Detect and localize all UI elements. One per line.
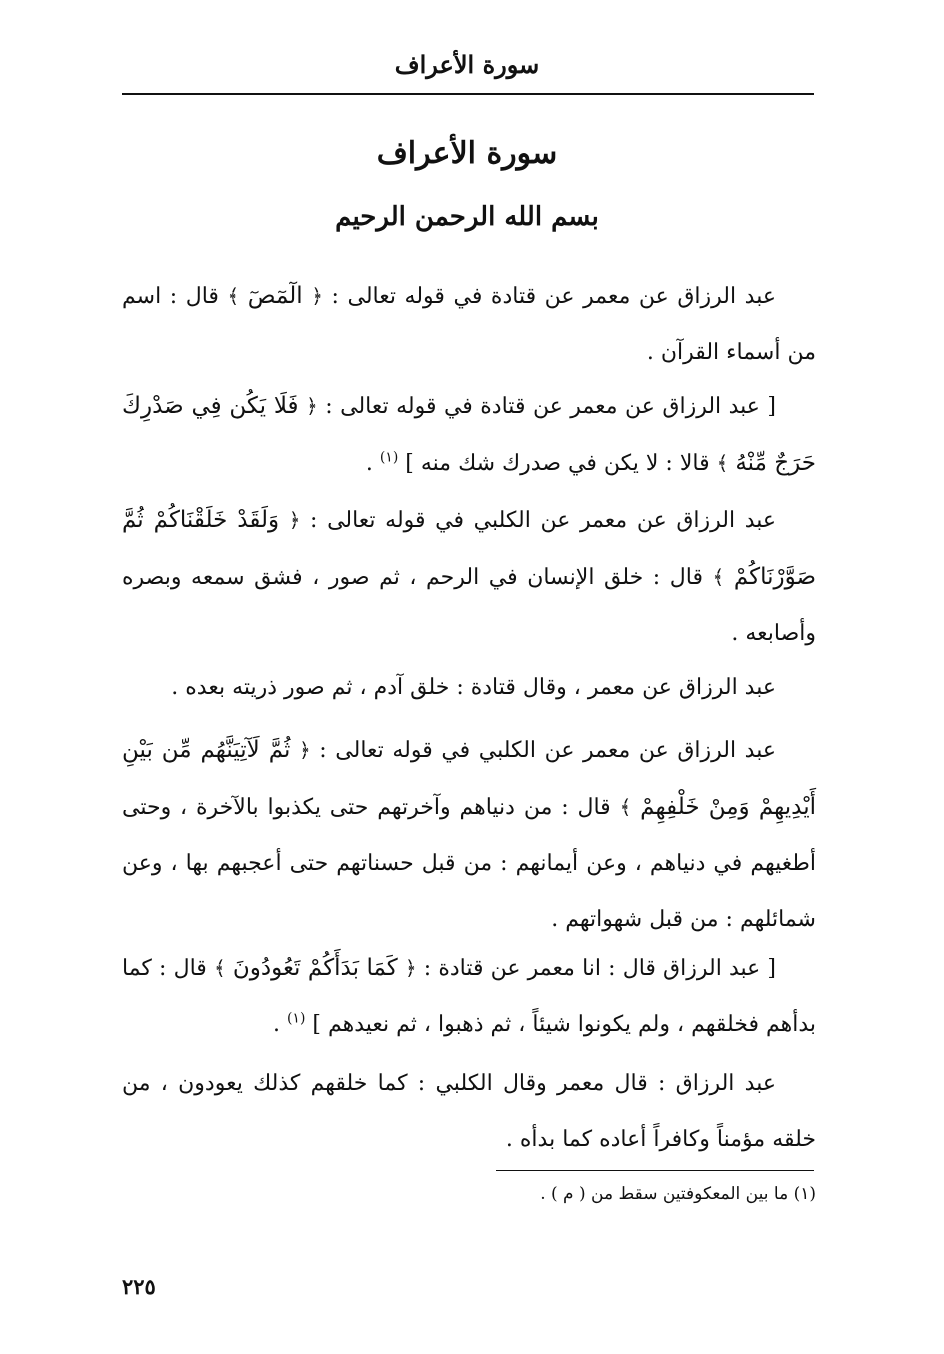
paragraph-1 bbox=[122, 268, 816, 381]
ornate-bracket-open: ﴿ bbox=[306, 394, 318, 418]
ornate-bracket-close: ﴾ bbox=[213, 956, 226, 980]
narration-text: قالا : لا يكن في صدرك شك منه ] bbox=[405, 451, 717, 476]
ornate-bracket-close: ﴾ bbox=[716, 451, 729, 475]
quran-verse: وَلَقَدْ خَلَقْنَاكُمْ ثُمَّ صَوَّرْنَاكُمْ bbox=[122, 507, 816, 590]
narration-text: عبد الرزاق : قال معمر وقال الكلبي : كما خلقهم كذلك يعودون ، من خلقه مؤمناً وكافراً أعاده كما بدأه . bbox=[122, 1071, 816, 1152]
ornate-bracket-close: ﴾ bbox=[227, 284, 240, 308]
quran-verse: فَلَا يَكُن فِي صَدْرِكَ حَرَجٌ مِّنْهُ bbox=[122, 393, 816, 476]
ornate-bracket-open: ﴿ bbox=[299, 738, 311, 762]
paragraph-3 bbox=[122, 492, 816, 662]
footnote-rule bbox=[496, 1170, 814, 1171]
footnote-reference: (١) bbox=[286, 1010, 306, 1027]
paragraph-4 bbox=[122, 660, 816, 716]
narration-text: عبد الرزاق عن معمر ، وقال قتادة : خلق آدم ، ثم صور ذريته بعده . bbox=[171, 675, 776, 700]
quran-verse: كَمَا بَدَأَكُمْ تَعُودُونَ bbox=[232, 955, 398, 981]
ornate-bracket-close: ﴾ bbox=[712, 565, 725, 589]
quran-verse: ثُمَّ لَآتِيَنَّهُم مِّن بَيْنِ أَيْدِيهِمْ وَمِنْ خَلْفِهِمْ bbox=[122, 737, 817, 820]
narration-text: قال : اسم من أسماء القرآن . bbox=[122, 284, 816, 365]
narration-text: [ عبد الرزاق قال : انا معمر عن قتادة : bbox=[416, 956, 776, 981]
narration-text: . bbox=[272, 1012, 287, 1037]
narration-text: قال : خلق الإنسان في الرحم ، ثم صور ، فشق سمعه وبصره وأصابعه . bbox=[122, 565, 816, 646]
paragraph-2 bbox=[122, 378, 816, 492]
surah-title: سورة الأعراف bbox=[376, 136, 558, 171]
footnote-reference: (١) bbox=[379, 449, 399, 466]
ornate-bracket-open: ﴿ bbox=[404, 956, 417, 980]
narration-text: قال : كما بدأهم فخلقهم ، ولم يكونوا شيئاً ، ثم ذهبوا ، ثم نعيدهم ] bbox=[122, 956, 816, 1037]
narration-text: عبد الرزاق عن معمر عن قتادة في قوله تعالى : bbox=[322, 284, 776, 309]
narration-text: . bbox=[365, 451, 380, 476]
footnote: (١) ما بين المعكوفتين سقط من ( م ) . bbox=[540, 1184, 816, 1204]
narration-text: عبد الرزاق عن معمر عن الكلبي في قوله تعالى : bbox=[300, 508, 777, 533]
page-number: ٢٢٥ bbox=[122, 1274, 156, 1299]
narration-text: عبد الرزاق عن معمر عن الكلبي في قوله تعالى : bbox=[310, 738, 776, 763]
quran-verse: الٓمٓصٓ bbox=[247, 283, 303, 309]
paragraph-5 bbox=[122, 722, 816, 948]
basmala: بسم الله الرحمن الرحيم bbox=[335, 202, 599, 232]
ornate-bracket-open: ﴿ bbox=[288, 508, 301, 532]
narration-text: [ عبد الرزاق عن معمر عن قتادة في قوله تعالى : bbox=[317, 394, 776, 419]
ornate-bracket-close: ﴾ bbox=[619, 795, 632, 819]
running-head: سورة الأعراف bbox=[394, 50, 540, 79]
header-rule bbox=[122, 93, 814, 95]
paragraph-6 bbox=[122, 940, 816, 1053]
ornate-bracket-open: ﴿ bbox=[311, 284, 323, 308]
narration-text: قال : من دنياهم وآخرتهم حتى يكذبوا بالآخرة ، وحتى أطغيهم في دنياهم ، وعن أيمانهم : من قبل حسناتهم حتى أعجبهم بها ، وعن شمائلهم : من قبل شهواتهم . bbox=[122, 795, 816, 932]
paragraph-7 bbox=[122, 1056, 816, 1168]
